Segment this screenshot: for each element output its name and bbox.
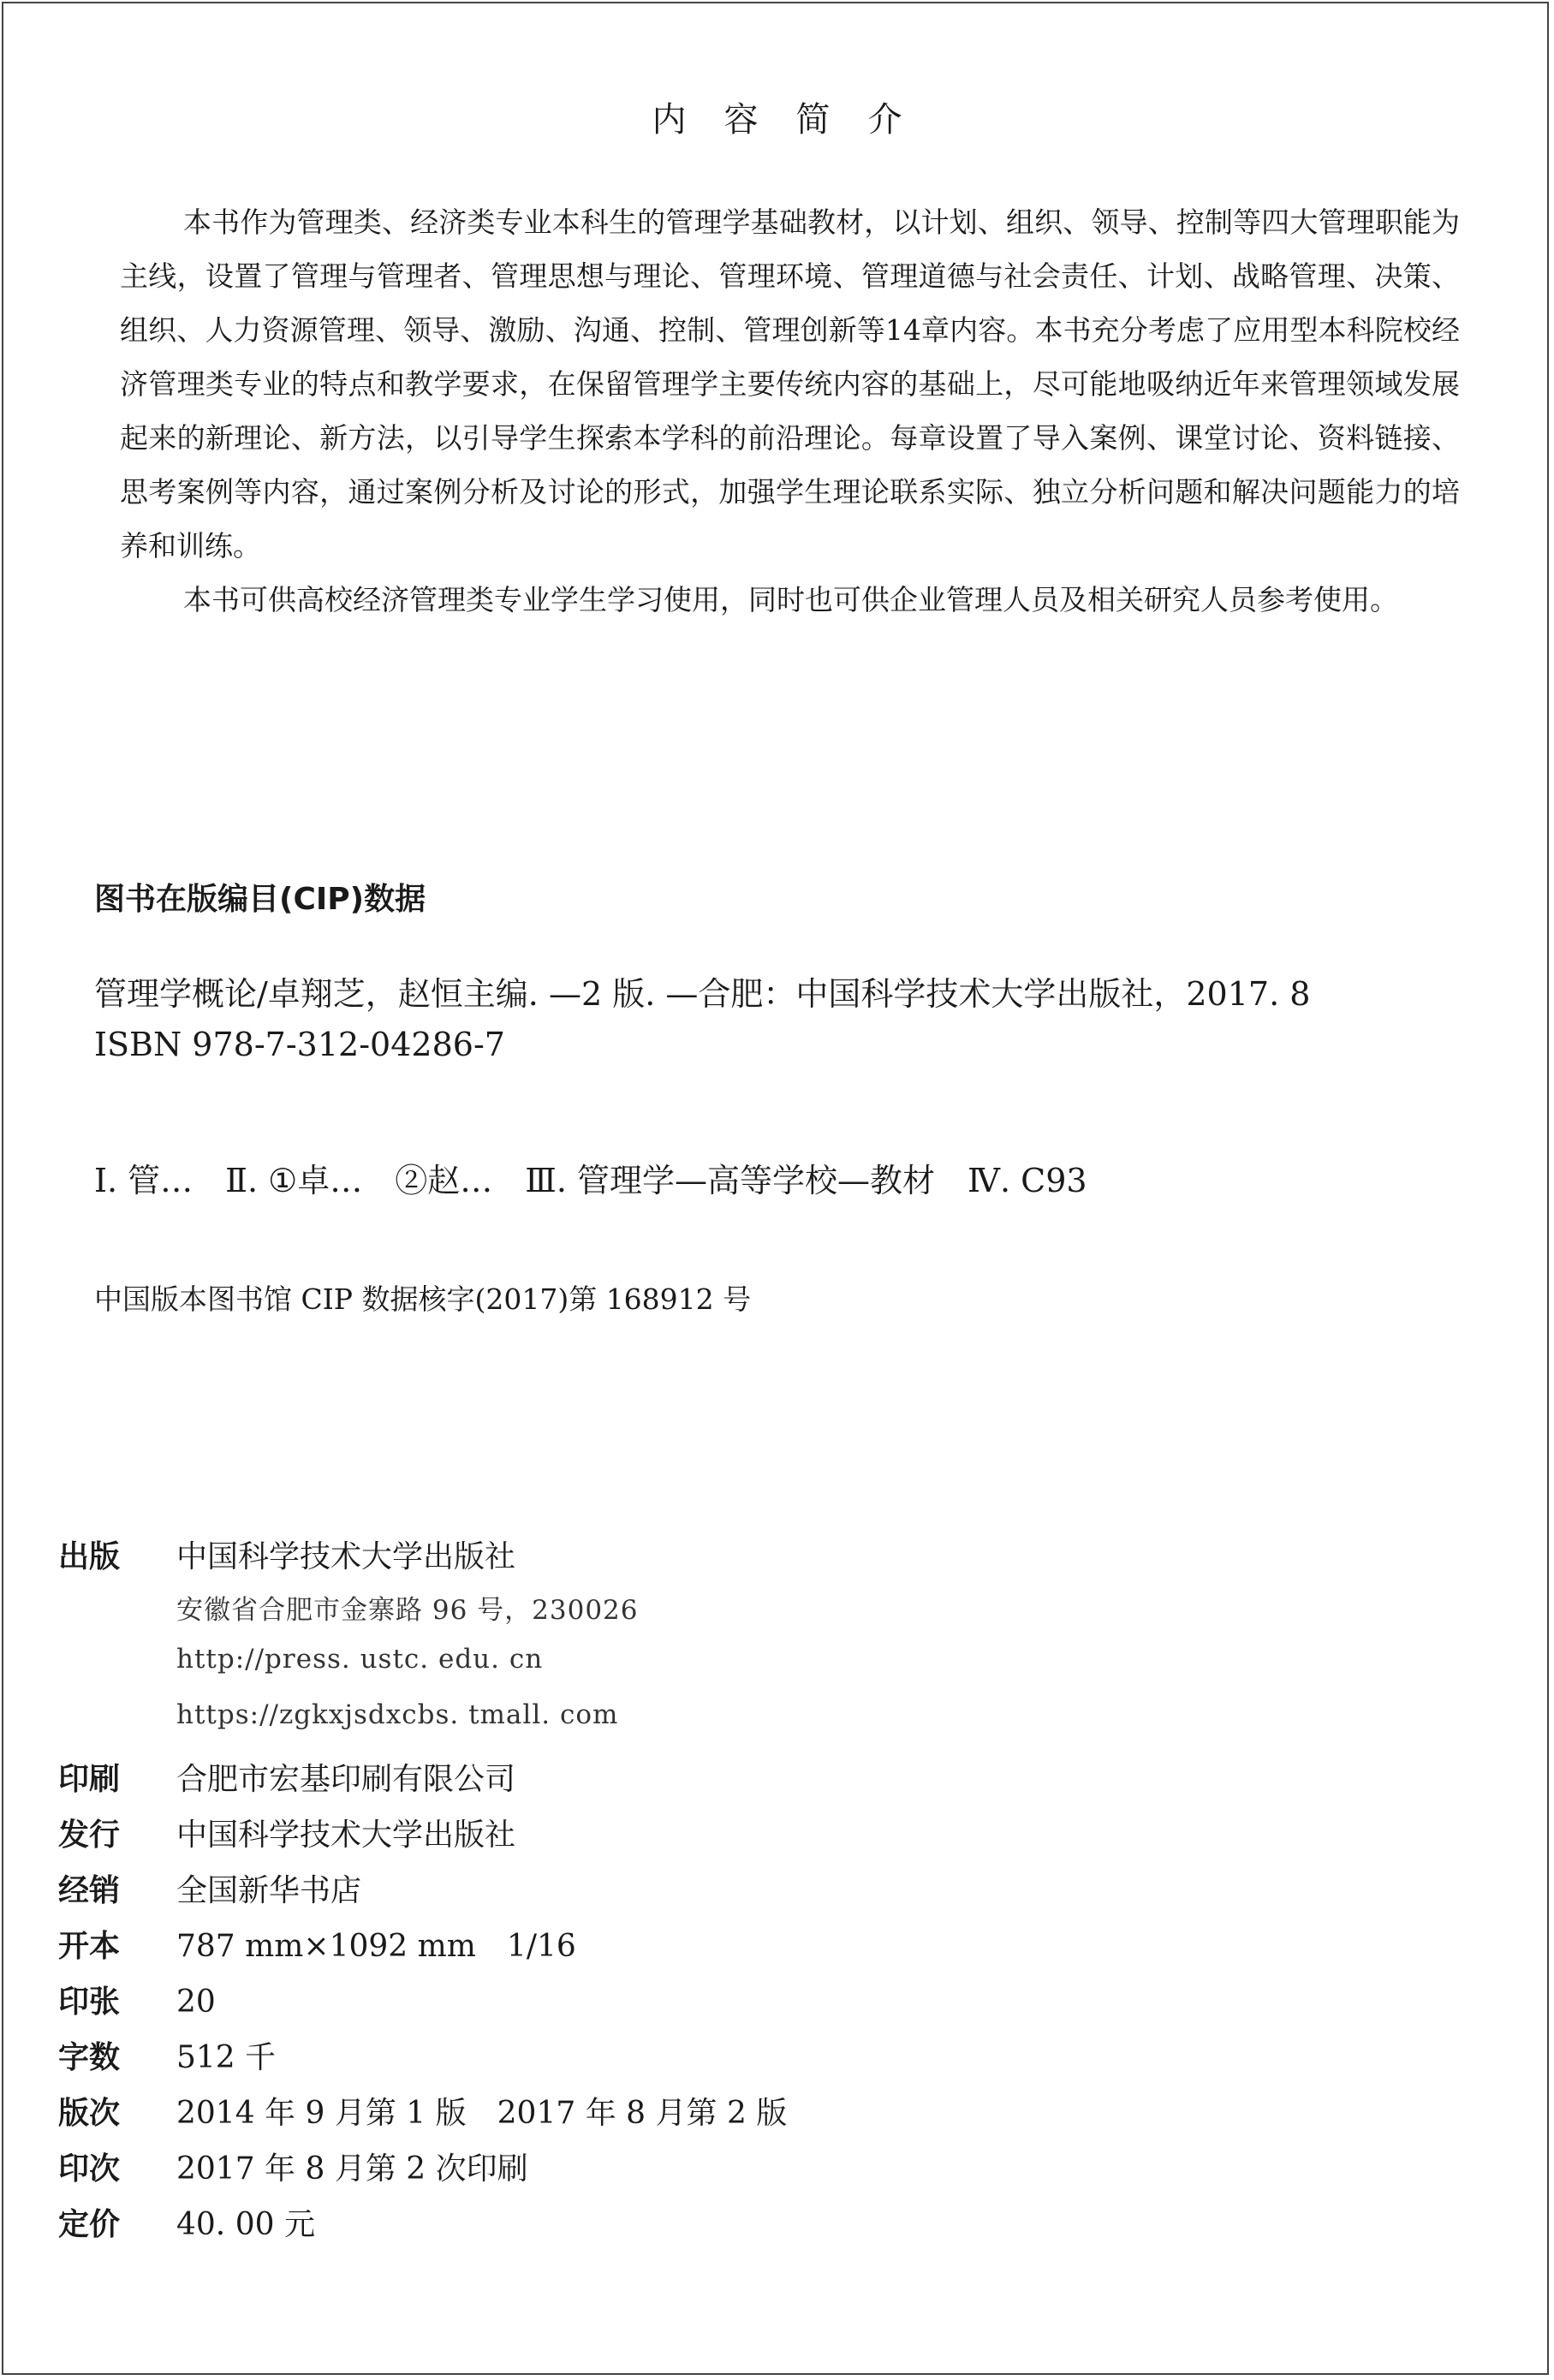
publisher-label: 出版 [58,1539,121,1574]
format-row [58,1922,1514,1978]
page-title: 内容简介 [652,100,940,140]
url-row-2 [58,1699,1514,1755]
intro-paragraph-1: 本书作为管理类、经济类专业本科生的管理学基础教材，以计划、组织、领导、控制等四大管理职能为主线，设置了管理与管理者、管理思想与理论、管理环境、管理道德与社会责任、计划、战略管理、决策、组织、人力资源管理、领导、激励、沟通、控制、管理创新等14章内容。本书充分考虑了应用型本科院校经济管理类专业的特点和教学要求，在保留管理学主要传统内容的基础上，尽可能地吸纳近年来管理领域发展起来的新理论、新方法，以引导学生探索本学科的前沿理论。每章设置了导入案例、课堂讨论、资料链接、思考案例等内容，通过案例分析及讨论的形式，加强学生理论联系实际、独立分析问题和解决问题能力的培养和训练。 [120,205,1460,562]
printer-row [58,1755,1514,1811]
cip-classification: Ⅰ. 管… Ⅱ. ①卓… ②赵… Ⅲ. 管理学—高等学校—教材 Ⅳ. C93 [94,1162,1087,1199]
edition-row [58,2089,1514,2145]
sheets-row [58,1978,1514,2033]
wordcount-row [58,2033,1514,2089]
seller-label: 经销 [58,1873,121,1908]
distributor-row [58,1811,1514,1866]
edition-value: 2014 年 9 月第 1 版 2017 年 8 月第 2 版 [176,2096,788,2131]
publisher-url-2: https://zgkxjsdxcbs. tmall. com [176,1699,619,1730]
sheets-value: 20 [176,1984,216,2020]
price-row [58,2200,1514,2256]
format-value: 787 mm×1092 mm 1/16 [176,1929,576,1964]
distributor-value: 中国科学技术大学出版社 [176,1818,516,1853]
sheets-label: 印张 [58,1984,121,2020]
impression-row [58,2145,1514,2200]
price-value: 40. 00 元 [176,2207,315,2242]
format-label: 开本 [58,1929,121,1964]
price-label: 定价 [58,2207,121,2242]
impression-label: 印次 [58,2151,121,2187]
wordcount-label: 字数 [58,2040,121,2075]
publisher-value: 中国科学技术大学出版社 [176,1539,516,1574]
printer-value: 合肥市宏基印刷有限公司 [176,1762,516,1797]
edition-label: 版次 [58,2096,121,2131]
intro-paragraph-2: 本书可供高校经济管理类专业学生学习使用，同时也可供企业管理人员及相关研究人员参考使用。 [183,583,1398,616]
cip-isbn: ISBN 978-7-312-04286-7 [94,1026,505,1063]
url-row-1 [58,1644,1514,1699]
publisher-url-1: http://press. ustc. edu. cn [176,1644,544,1675]
publisher-row [58,1532,1514,1588]
intro-section [120,195,1460,627]
seller-value: 全国新华书店 [176,1873,362,1908]
seller-row [58,1866,1514,1922]
address-row [58,1588,1514,1644]
cip-record: 管理学概论/卓翔芝，赵恒主编. —2 版. —合肥：中国科学技术大学出版社，2017. 8 [94,975,1311,1013]
printer-label: 印刷 [58,1762,121,1797]
publisher-address: 安徽省合肥市金寨路 96 号，230026 [176,1595,639,1626]
publication-info [58,1532,1514,2256]
wordcount-value: 512 千 [176,2040,277,2075]
distributor-label: 发行 [58,1818,121,1853]
impression-value: 2017 年 8 月第 2 次印刷 [176,2151,528,2187]
cip-verification: 中国版本图书馆 CIP 数据核字(2017)第 168912 号 [94,1282,752,1316]
cip-heading: 图书在版编目(CIP)数据 [94,882,426,917]
